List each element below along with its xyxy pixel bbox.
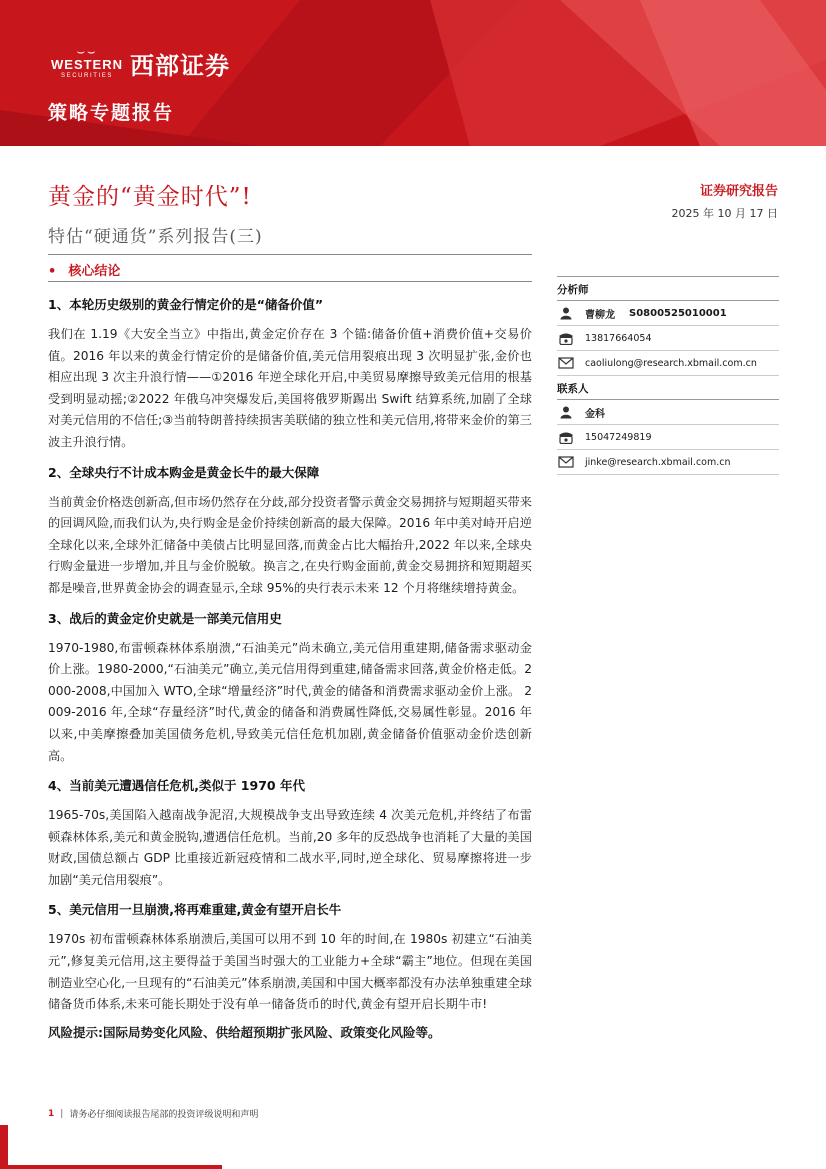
email-icon (557, 356, 575, 370)
phone-icon (557, 331, 575, 345)
contact-phone: 15047249819 (585, 431, 652, 443)
contact-email[interactable]: jinke@research.xbmail.com.cn (585, 456, 731, 468)
key-conclusion-heading (48, 260, 120, 279)
section-3 (48, 608, 532, 768)
analyst-email[interactable]: caoliulong@research.xbmail.com.cn (585, 357, 757, 369)
section-heading: 3、战后的黄金定价史就是一部美元信用史 (48, 610, 282, 626)
divider-top (48, 254, 532, 255)
analyst-name: 曹柳龙 (585, 309, 615, 321)
phone-icon (557, 430, 575, 444)
section-heading: 5、美元信用一旦崩溃,将再难重建,黄金有望开启长牛 (48, 902, 342, 918)
section-body: 1965-70s,美国陷入越南战争泥沼,大规模战争支出导致连续 4 次美元危机,并终结了布雷顿森林体系,美元和黄金脱钩,遭遇信任危机。当前,20 多年的反恐战争也消耗了大量的美国财政,国债总额占 GDP 比重接近新冠疫情和二战水平,同时,逆全球化、贸易摩擦将进一步加剧“美元信用裂痕”。 (48, 808, 532, 887)
header-banner (0, 0, 826, 146)
section-body: 1970s 初布雷顿森林体系崩溃后,美国可以用不到 10 年的时间,在 1980s 初建立“石油美元”,修复美元信用,这主要得益于美国当时强大的工业能力+全球“霸主”地位。但现在美国制造业空心化,一旦现有的“石油美元”体系崩溃,美国和中国大概率都没有办法单独重建全球储备货币体系,未来可能长期处于没有单一储备货币的时代,黄金有望开启长期牛市! (48, 932, 532, 1012)
logo-chinese: 西部证券 (130, 52, 230, 80)
key-conclusion-label: 核心结论 (68, 264, 121, 279)
divider-bottom (48, 281, 532, 282)
contact-name-row (557, 400, 779, 425)
corner-decoration-vertical (0, 1125, 8, 1169)
page-footer (48, 1107, 258, 1120)
corner-decoration-horizontal (0, 1165, 222, 1169)
analyst-phone: 13817664054 (585, 332, 652, 344)
contact-heading: 联系人 (557, 376, 779, 400)
logo-english (46, 44, 128, 80)
risk-warning: 风险提示:国际局势变化风险、供给超预期扩张风险、政策变化风险等。 (48, 1024, 441, 1040)
report-subtitle: 特估“硬通货”系列报告(三) (48, 227, 263, 247)
analyst-phone-row (557, 326, 779, 351)
bull-horn-icon: ⌣⌣ (76, 44, 98, 60)
section-body: 1970-1980,布雷顿森林体系崩溃,“石油美元”尚未确立,美元信用重建期,储备需求驱动金价上涨。1980-2000,“石油美元”确立,美元信用得到重建,储备需求回落,黄金价格走低。2000-2008,中国加入 WTO,全球“增量经济”时代,黄金的储备和消费需求驱动金价上涨。 2009-2016 年,全球“存量经济”时代,黄金的储备和消费属性降低,交易属性彰显。2016 年以来,中美摩擦叠加美国债务危机,导致美元信任危机加剧,黄金储备价值驱动金价迭创新高。 (48, 640, 532, 763)
page-number: 1 (48, 1108, 55, 1119)
contact-email-row (557, 450, 779, 475)
analyst-cert: S0800525010001 (629, 307, 727, 319)
person-icon (557, 405, 575, 419)
logo-western: WESTERN (51, 56, 123, 72)
footer-separator: | (60, 1108, 64, 1119)
analyst-name-row (557, 301, 779, 326)
analyst-heading: 分析师 (557, 276, 779, 301)
section-1 (48, 294, 532, 454)
analyst-email-row (557, 351, 779, 376)
section-body: 当前黄金价格迭创新高,但市场仍然存在分歧,部分投资者警示黄金交易拥挤与短期超买带来的回调风险,而我们认为,央行购金是金价持续创新高的最大保障。2016 年中美对峙开启逆全球化以来,全球外汇储备中美债占比明显回落,而黄金占比大幅抬升,2022 年以来,全球央行购金量进一步增加,并且与金价脱敏。换言之,在央行购金面前,黄金交易拥挤和短期超买都是噪音,世界黄金协会的调查显示,全球 95%的央行表示未来 12 个月将继续增持黄金。 (48, 494, 532, 595)
person-icon (557, 306, 575, 320)
section-2 (48, 462, 532, 600)
company-logo (46, 46, 230, 81)
analyst-sidebar (557, 276, 779, 475)
report-title: 黄金的“黄金时代”! (48, 184, 252, 210)
section-heading: 4、当前美元遭遇信任危机,类似于 1970 年代 (48, 778, 305, 794)
section-5 (48, 899, 532, 1015)
report-type: 策略专题报告 (48, 102, 175, 124)
section-heading: 1、本轮历史级别的黄金行情定价的是“储备价值” (48, 297, 324, 312)
report-date: 2025 年 10 月 17 日 (671, 207, 778, 220)
main-content (48, 286, 532, 1044)
section-4 (48, 775, 532, 891)
contact-name: 金科 (585, 408, 605, 420)
section-heading: 2、全球央行不计成本购金是黄金长牛的最大保障 (48, 464, 320, 480)
contact-phone-row (557, 425, 779, 450)
section-body: 我们在 1.19《大安全当立》中指出,黄金定价存在 3 个锚:储备价值+消费价值+交易价值。2016 年以来的黄金行情定价的是储备价值,美元信用裂痕出现 3 次明显扩张,金价也相应出现 3 次主升浪行情——①2016 年逆全球化开启,中美贸易摩擦导致美元信用的根基受到明显动摇;②2022 年俄乌冲突爆发后,美国将俄罗斯踢出 Swift 结算系统,加剧了全球对美元信用的不信任;③当前特朗普持续损害美联储的独立性和美元信用,将带来金价的第三波主升浪行情。 (48, 327, 532, 449)
bullet-icon: • (48, 264, 57, 279)
email-icon (557, 455, 575, 469)
footer-disclaimer: 请务必仔细阅读报告尾部的投资评级说明和声明 (69, 1110, 259, 1120)
logo-securities: SECURITIES (60, 72, 113, 79)
report-label: 证券研究报告 (699, 184, 778, 199)
